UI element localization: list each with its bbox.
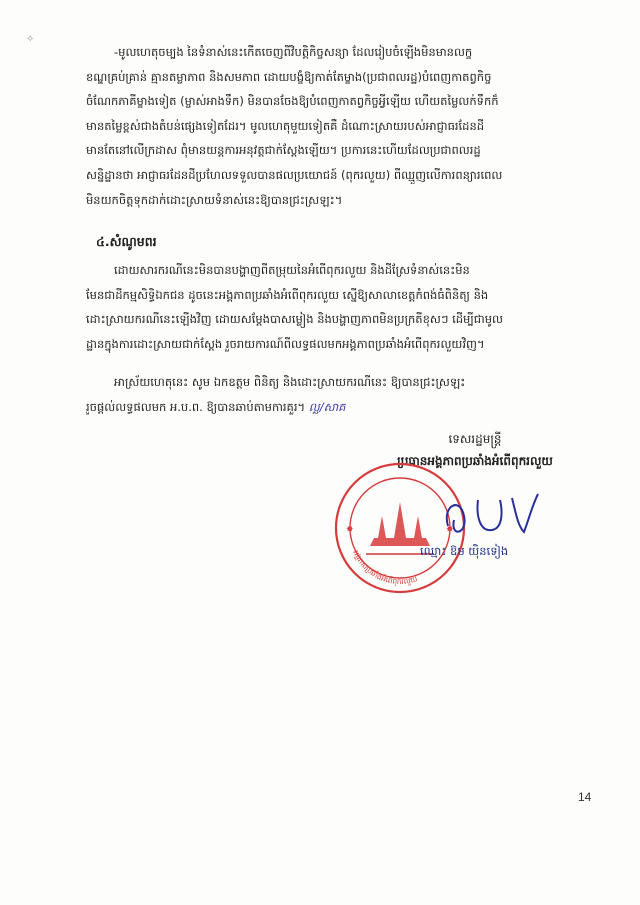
text-line: ចំណែកភាគីម្ខាងទៀត (ម្ចាស់អាងទឹក) មិនបានចែងឱ្យបំពេញកាតព្វកិច្ចអ្វីឡើយ ហើយតម្លៃលក់ទឹកក៏ xyxy=(86,94,499,109)
text-line: សន្និដ្ឋានថា អាជ្ញាធរដែនដីប្រហែលទទួលបានផលប្រយោជន៍ (ពុករលួយ) ពីឈ្មួញលើការពន្យារពេល xyxy=(86,167,503,182)
text-line: មានតម្លៃខ្ពស់ជាងតំបន់ផ្សេងទៀតដែរ។ មូលហេតុមួយទៀតគឺ ដំណោះស្រាយរបស់អាជ្ញាធរដែនដី xyxy=(86,118,485,133)
signoff-title: ទេសរដ្ឋមន្ត្រី xyxy=(448,432,502,446)
text-line xyxy=(86,395,594,420)
paragraph-cause xyxy=(86,40,594,212)
text-line: មិនយកចិត្តទុកដាក់ដោះស្រាយទំនាស់នេះឱ្យបានជ្រះស្រឡះ។ xyxy=(86,192,343,207)
text-line: មានតែនៅលើក្រដាស ពុំមានយន្តការអនុវត្តជាក់ស្តែងឡើយ។ ប្រការនេះហើយដែលប្រជាពលរដ្ឋ xyxy=(86,143,481,158)
text-line: -មូលហេតុចម្បង នៃទំនាស់នេះកើតចេញពីវិបត្តិកិច្ចសន្យា ដែលរៀបចំឡើងមិនមានលក្ខ xyxy=(114,45,473,59)
section-heading: ៤.សំណូមពរ xyxy=(96,234,157,249)
text-line-part: រួចផ្តល់លទ្ធផលមក អ.ប.ព. ឱ្យបានឆាប់តាមការគួរ។ xyxy=(86,399,306,414)
signer-name: ឈ្មោះ ឱម យ៉ិនទៀង xyxy=(420,544,509,558)
scan-mark: ✧ xyxy=(26,34,35,45)
page-number: 14 xyxy=(578,790,592,804)
text-line: ខណ្ឌគ្រប់គ្រាន់ គ្មានតម្លាភាព និងសមភាព ដោយបង្ខំឱ្យកាត់តែម្ខាង(ប្រជាពលរដ្ឋ)បំពេញកាតព្វកិច្ច xyxy=(86,69,492,84)
paragraph-request xyxy=(86,258,594,356)
paragraph-closing xyxy=(86,370,594,419)
handwritten-initials: ល្ឆ/សាគ xyxy=(308,399,346,414)
signature-graphic xyxy=(420,486,560,546)
text-line: មែនជាដីកម្មសិទ្ធិឯកជន ដូចនេះអង្គភាពប្រឆាំងអំពើពុករលួយ ស្នើឱ្យសាលាខេត្តកំពង់ធំពិនិត្យ និង xyxy=(86,287,489,302)
signoff-organization: ប្រធានអង្គភាពប្រឆាំងអំពើពុករលួយ xyxy=(397,454,553,468)
text-line: អាស្រ័យហេតុនេះ សូម ឯកឧត្តម ពិនិត្យ និងដោះស្រាយករណីនេះ ឱ្យបានជ្រះស្រឡះ xyxy=(114,375,466,389)
text-line: ដោះស្រាយករណីនេះឡើងវិញ ដោយសម្ដែងបាសម្លៀង និងបង្ហាញភាពមិនប្រក្រតីខុសៗ ដើម្បីជាមូល xyxy=(86,312,503,327)
svg-text:✸: ✸ xyxy=(446,525,454,535)
text-line: ដោយសារករណីនេះមិនបានបង្ហាញពីតម្រុយនៃអំពើពុករលួយ និងដីស្រែទំនាស់នេះមិន xyxy=(114,263,470,277)
svg-text:✸: ✸ xyxy=(346,525,354,535)
stamp-text: អង្គភាពប្រឆាំងអំពើពុករលួយ xyxy=(351,548,419,587)
text-line: ដ្ឋានក្នុងការដោះស្រាយជាក់ស្តែង រួចរាយការណ៍ពីលទ្ធផលមកអង្គភាពប្រឆាំងអំពើពុករលួយវិញ។ xyxy=(86,336,485,351)
